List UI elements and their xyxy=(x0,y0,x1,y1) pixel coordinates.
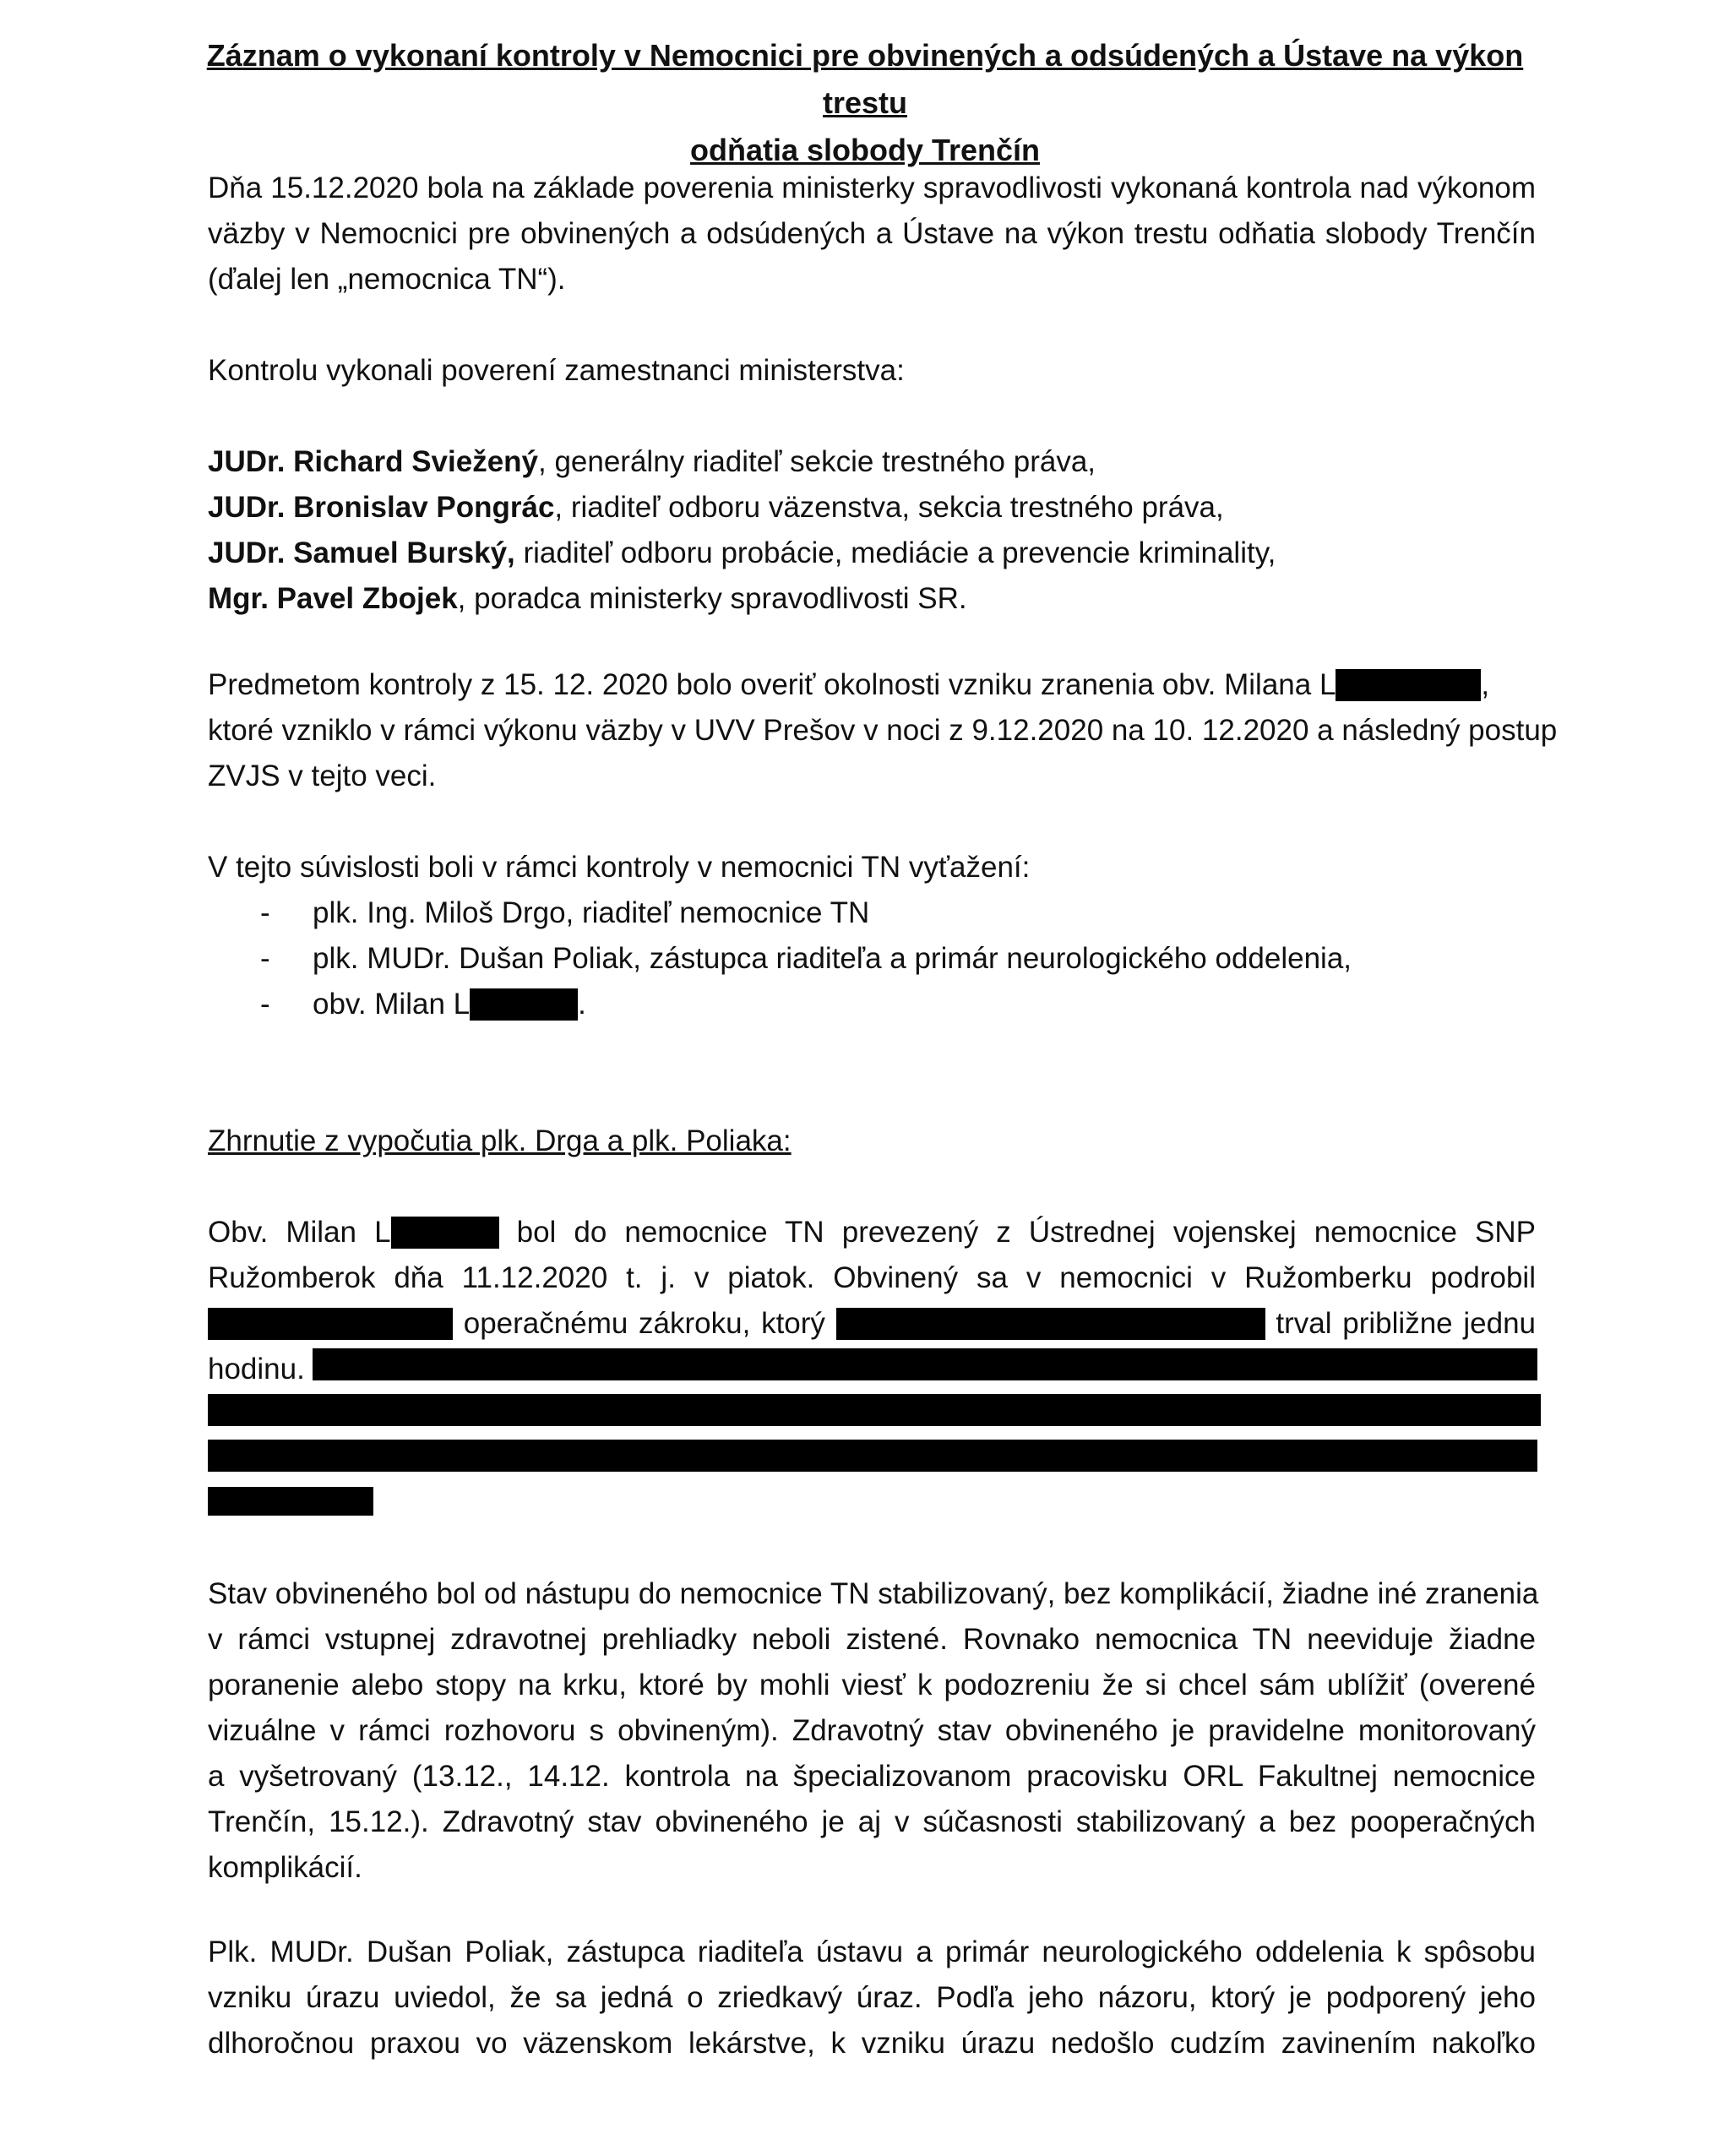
condition-line: Stav obvineného bol od nástupu do nemocnice TN stabilizovaný, bez komplikácií, žiadne iné zranenia xyxy=(208,1577,1539,1610)
controller-name: JUDr. Bronislav Pongrác xyxy=(208,491,555,524)
summary-heading: Zhrnutie z vypočutia plk. Drga a plk. Poliaka: xyxy=(208,1124,792,1157)
controller-name: Mgr. Pavel Zbojek xyxy=(208,582,458,615)
controller-role: riaditeľ odboru probácie, mediácie a prevencie kriminality, xyxy=(514,536,1276,569)
redaction-bar xyxy=(1336,669,1481,701)
title-line-2: odňatia slobody Trenčín xyxy=(689,133,1041,167)
redaction-bar xyxy=(208,1308,453,1340)
controller-role: , poradca ministerky spravodlivosti SR. xyxy=(457,582,967,615)
controller-entry xyxy=(208,531,1536,576)
interviewed-list xyxy=(208,890,1536,1027)
interviewed-item: - plk. MUDr. Dušan Poliak, zástupca riaditeľa a primár neurologického oddelenia, xyxy=(260,942,1352,975)
condition-line: a vyšetrovaný (13.12., 14.12. kontrola na špecializovanom pracovisku ORL Fakultnej nemocnice xyxy=(208,1760,1536,1793)
controller-name: JUDr. Samuel Burský, xyxy=(208,536,515,569)
subject-paragraph xyxy=(208,662,1558,799)
condition-paragraph xyxy=(208,1571,1539,1891)
document-title xyxy=(169,32,1561,174)
controller-name: JUDr. Richard Sviežený xyxy=(208,445,538,478)
condition-line: komplikácií. xyxy=(208,1851,362,1884)
controller-entry xyxy=(208,485,1536,531)
interviewed-section xyxy=(208,845,1536,1027)
condition-line: vizuálne v rámci rozhovoru s obvineným). Zdravotný stav obvineného je pravidelne monitorovaný xyxy=(208,1714,1536,1747)
subject-line: ktoré vzniklo v rámci výkonu väzby v UVV Prešov v noci z 9.12.2020 na 10. 12.2020 a následný postup xyxy=(208,714,1558,747)
summary-line: Ružomberok dňa 11.12.2020 t. j. v piatok. Obvinený sa v nemocnici v Ružomberku podrobil xyxy=(208,1261,1536,1294)
controllers-list xyxy=(208,439,1536,622)
intro-line: (ďalej len „nemocnica TN“). xyxy=(208,263,566,296)
poliak-line: vzniku úrazu uviedol, že sa jedná o zriedkavý úraz. Podľa jeho názoru, ktorý je podporený jeho xyxy=(208,1981,1536,2014)
condition-line: Trenčín, 15.12.). Zdravotný stav obvineného je aj v súčasnosti stabilizovaný a bez pooperačných xyxy=(208,1805,1536,1838)
redaction-bar xyxy=(836,1308,1265,1340)
intro-line: väzby v Nemocnici pre obvinených a odsúdených a Ústave na výkon trestu odňatia slobody Trenčín xyxy=(208,217,1536,250)
redaction-bar xyxy=(208,1440,1537,1472)
redaction-bar xyxy=(313,1348,1537,1380)
title-line-1: Záznam o vykonaní kontroly v Nemocnici pre obvinených a odsúdených a Ústave na výkon trestu xyxy=(206,38,1524,120)
interviewed-intro: V tejto súvislosti boli v rámci kontroly v nemocnici TN vyťažení: xyxy=(208,851,1031,884)
controller-entry xyxy=(208,439,1536,485)
redaction-bar xyxy=(391,1217,499,1249)
summary-line: Obv. Milan L bol do nemocnice TN prevezený z Ústrednej vojenskej nemocnice SNP xyxy=(208,1216,1536,1249)
poliak-paragraph xyxy=(208,1930,1536,2066)
intro-paragraph xyxy=(208,166,1536,302)
redaction-bar xyxy=(470,988,578,1021)
condition-line: poranenie alebo stopy na krku, ktoré by mohli viesť k podozreniu že si chcel sám ublížiť (overené xyxy=(208,1669,1536,1701)
controller-entry xyxy=(208,576,1536,622)
controller-role: , riaditeľ odboru väzenstva, sekcia trestného práva, xyxy=(554,491,1224,524)
subject-line: Predmetom kontroly z 15. 12. 2020 bolo overiť okolnosti vzniku zranenia obv. Milana L , xyxy=(208,668,1490,701)
summary-line: operačnému zákroku, ktorý trval približne jednu xyxy=(208,1301,1536,1347)
intro-line: Dňa 15.12.2020 bola na základe poverenia ministerky spravodlivosti vykonaná kontrola nad výkonom xyxy=(208,172,1536,204)
poliak-line: Plk. MUDr. Dušan Poliak, zástupca riaditeľa ústavu a primár neurologického oddelenia k spôsobu xyxy=(208,1936,1536,1968)
redaction-bar xyxy=(208,1487,373,1516)
subject-line: ZVJS v tejto veci. xyxy=(208,760,437,792)
interviewed-item: - plk. Ing. Miloš Drgo, riaditeľ nemocnice TN xyxy=(260,896,870,929)
interviewed-item: - obv. Milan L . xyxy=(260,988,586,1021)
controllers-intro: Kontrolu vykonali poverení zamestnanci ministerstva: xyxy=(208,354,905,387)
poliak-line: dlhoročnou praxou vo väzenskom lekárstve, k vzniku úrazu nedošlo cudzím zavinením nakoľko xyxy=(208,2027,1536,2060)
redaction-bar xyxy=(208,1394,1541,1426)
controller-role: , generálny riaditeľ sekcie trestného práva, xyxy=(538,445,1096,478)
summary-line: hodinu. xyxy=(208,1353,305,1386)
condition-line: v rámci vstupnej zdravotnej prehliadky neboli zistené. Rovnako nemocnica TN neeviduje žiadne xyxy=(208,1623,1536,1656)
